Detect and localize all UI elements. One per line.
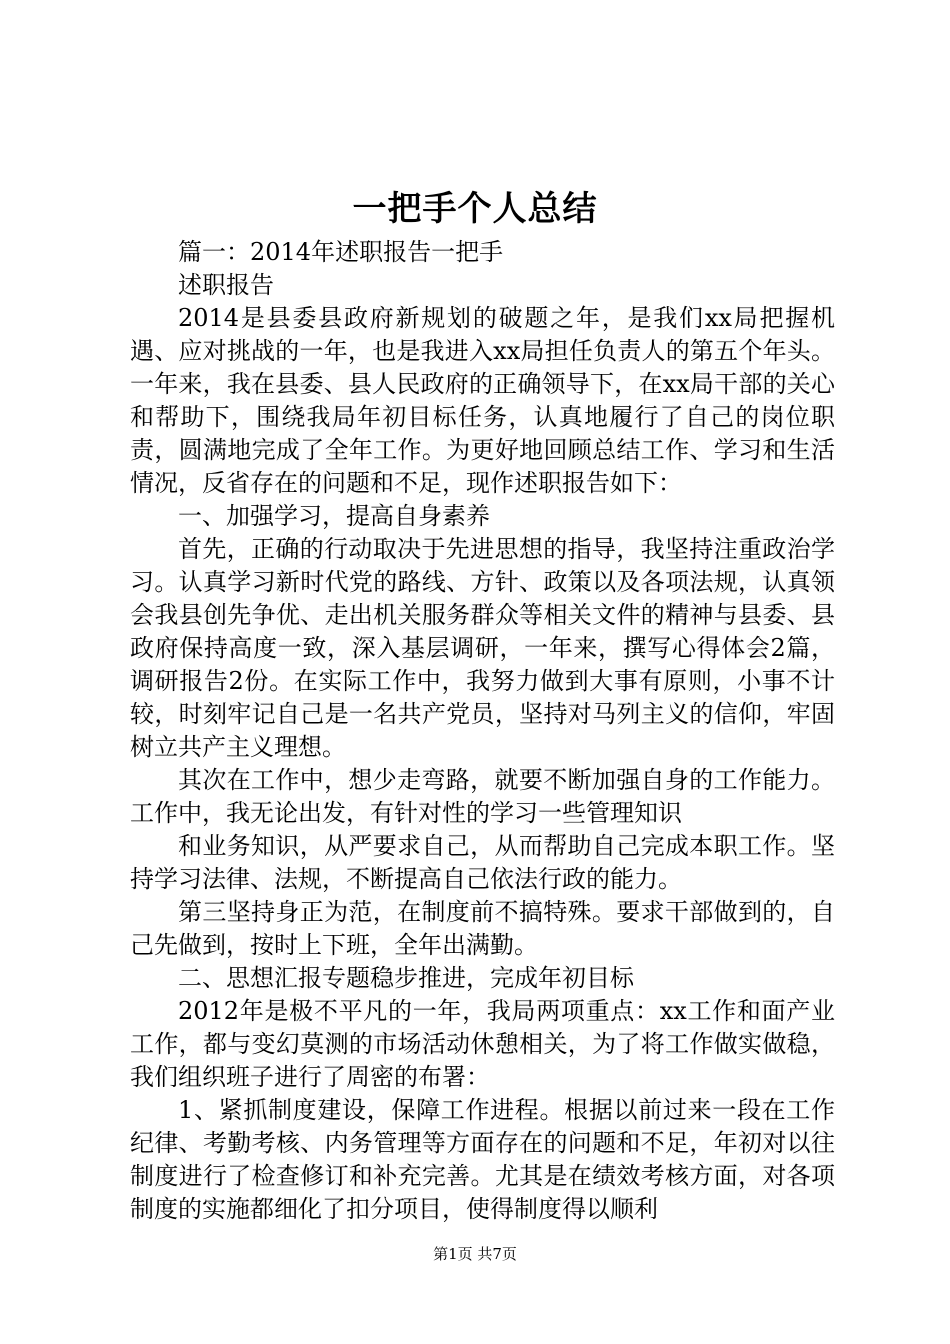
paragraph: 其次在工作中，想少走弯路，就要不断加强自身的工作能力。工作中，我无论出发，有针对性的学习一些管理知识 bbox=[130, 766, 835, 827]
document-title: 一把手个人总结 bbox=[352, 189, 598, 229]
paragraph: 和业务知识，从严要求自己，从而帮助自己完成本职工作。坚持学习法律、法规，不断提高自己依法行政的能力。 bbox=[130, 832, 835, 893]
section-heading: 二、思想汇报专题稳步推进，完成年初目标 bbox=[178, 964, 634, 992]
paragraph: 2012年是极不平凡的一年，我局两项重点：xx工作和面产业工作，都与变幻莫测的市场活动休憩相关，为了将工作做实做稳，我们组织班子进行了周密的布署： bbox=[130, 997, 835, 1091]
paragraph: 1、紧抓制度建设，保障工作进程。根据以前过来一段在工作纪律、考勤考核、内务管理等方面存在的问题和不足，年初对以往制度进行了检查修订和补充完善。尤其是在绩效考核方面，对各项制度的实施都细化了扣分项目，使得制度得以顺利 bbox=[130, 1096, 835, 1223]
page-number: 第1页 共7页 bbox=[433, 1245, 517, 1263]
paragraph: 2014是县委县政府新规划的破题之年，是我们xx局把握机遇、应对挑战的一年，也是我进入xx局担任负责人的第五个年头。一年来，我在县委、县人民政府的正确领导下，在xx局干部的关心和帮助下，围绕我局年初目标任务，认真地履行了自己的岗位职责，圆满地完成了全年工作。为更好地回顾总结工作、学习和生活情况，反省存在的问题和不足，现作述职报告如下： bbox=[130, 304, 835, 497]
document-body bbox=[130, 236, 835, 1226]
section-heading: 一、加强学习，提高自身素养 bbox=[178, 502, 490, 530]
paragraph: 篇一：2014年述职报告一把手 bbox=[178, 238, 504, 266]
paragraph: 第三坚持身正为范，在制度前不搞特殊。要求干部做到的，自己先做到，按时上下班，全年出满勤。 bbox=[130, 898, 835, 959]
paragraph: 述职报告 bbox=[178, 271, 274, 299]
paragraph: 首先，正确的行动取决于先进思想的指导，我坚持注重政治学习。认真学习新时代党的路线、方针、政策以及各项法规，认真领会我县创先争优、走出机关服务群众等相关文件的精神与县委、县政府保持高度一致，深入基层调研，一年来，撰写心得体会2篇，调研报告2份。在实际工作中，我努力做到大事有原则，小事不计较，时刻牢记自己是一名共产党员，坚持对马列主义的信仰，牢固树立共产主义理想。 bbox=[130, 535, 835, 761]
